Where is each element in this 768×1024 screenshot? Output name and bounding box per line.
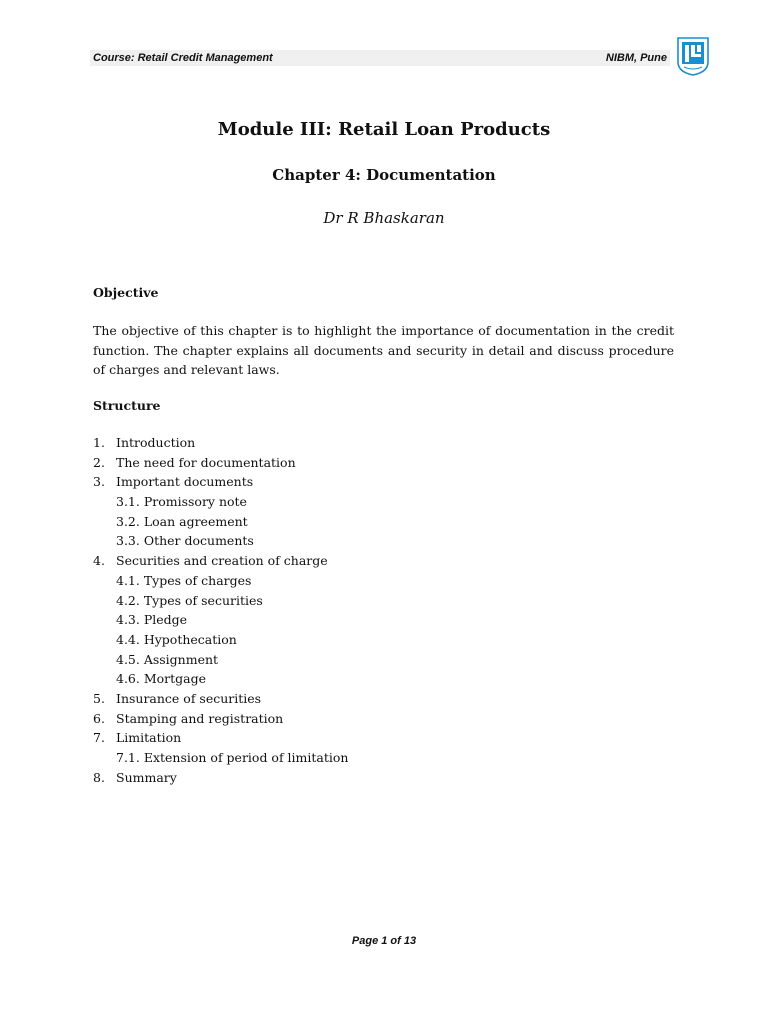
structure-item-label: The need for documentation [116, 454, 296, 470]
structure-item-label: Securities and creation of charge [116, 553, 328, 569]
structure-item [93, 768, 493, 788]
structure-item-label: 3.1. Promissory note [116, 494, 247, 510]
structure-item-label: 4.3. Pledge [116, 612, 188, 628]
structure-item-number: 3. [93, 474, 105, 490]
structure-item-label: Summary [116, 769, 177, 785]
structure-item-number: 7. [93, 730, 105, 746]
structure-item-label: 4.6. Mortgage [116, 671, 207, 687]
structure-item-label: Important documents [116, 474, 254, 490]
structure-item-label: Insurance of securities [116, 690, 262, 706]
structure-item-label: Introduction [116, 435, 196, 450]
institution-name: NIBM, Pune [605, 52, 667, 64]
structure-item-label: 4.5. Assignment [116, 651, 219, 667]
structure-subitem [93, 669, 493, 689]
structure-item-number: 6. [93, 710, 105, 726]
structure-item-label: 4.1. Types of charges [116, 572, 252, 588]
objective-paragraph: The objective of this chapter is to highlight the importance of documentation in the credit function. The chapter explains all documents and security in detail and discuss procedure of charges and relevant laws. [93, 323, 674, 378]
structure-item [93, 453, 493, 473]
chapter-title: Chapter 4: Documentation [272, 166, 496, 184]
structure-item-number: 8. [93, 769, 105, 785]
structure-subitem [93, 512, 493, 532]
course-name: Course: Retail Credit Management [93, 52, 273, 64]
structure-subitem [93, 531, 493, 551]
structure-subitem [93, 748, 493, 768]
structure-item-label: 4.2. Types of securities [116, 592, 263, 608]
structure-list [93, 433, 493, 787]
structure-subitem [93, 650, 493, 670]
structure-item-number: 1. [93, 435, 105, 450]
structure-item-label: 7.1. Extension of period of limitation [116, 750, 349, 765]
structure-item [93, 728, 493, 748]
structure-item-label: 4.4. Hypothecation [116, 631, 237, 647]
structure-item [93, 433, 493, 453]
structure-subitem [93, 630, 493, 650]
module-title: Module III: Retail Loan Products [217, 119, 551, 140]
structure-subitem [93, 591, 493, 611]
author-name: Dr R Bhaskaran [323, 209, 445, 227]
structure-item [93, 472, 493, 492]
structure-subitem [93, 492, 493, 512]
structure-item [93, 709, 493, 729]
structure-item-label: Stamping and registration [116, 710, 284, 726]
structure-item [93, 689, 493, 709]
objective-heading: Objective [93, 285, 159, 300]
structure-item-label: Limitation [116, 730, 182, 746]
structure-item [93, 551, 493, 571]
structure-subitem [93, 571, 493, 591]
structure-heading: Structure [93, 398, 161, 413]
structure-item-number: 2. [93, 454, 105, 470]
structure-item-number: 5. [93, 690, 105, 706]
nibm-logo-icon [676, 36, 710, 76]
structure-item-label: 3.2. Loan agreement [116, 513, 248, 529]
structure-subitem [93, 610, 493, 630]
page-number: Page 1 of 13 [351, 935, 417, 947]
structure-item-label: 3.3. Other documents [116, 533, 254, 549]
structure-item-number: 4. [93, 553, 105, 569]
